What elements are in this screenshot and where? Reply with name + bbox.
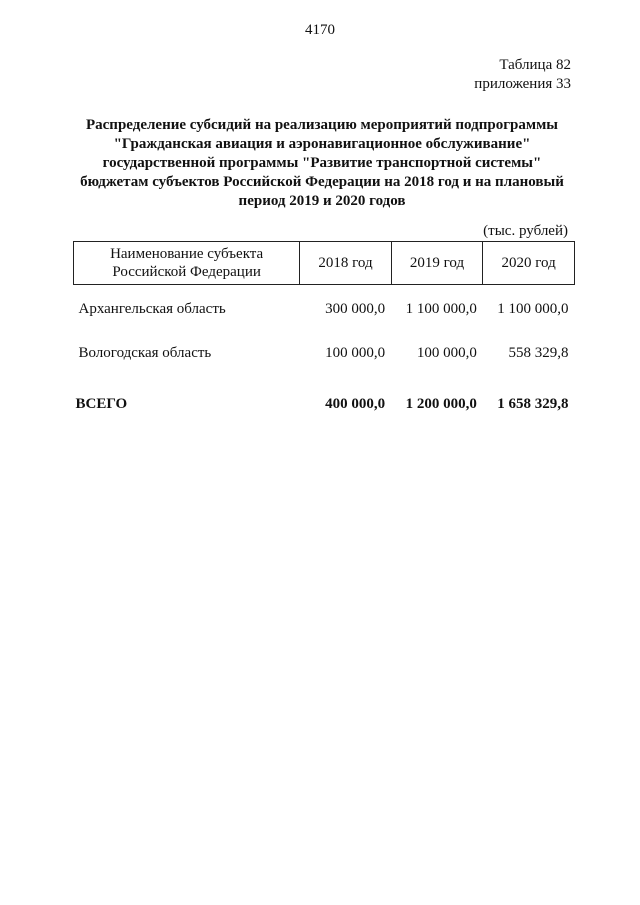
header-region-line1: Наименование субъекта <box>110 246 264 262</box>
header-2018: 2018 год <box>300 242 391 285</box>
title-line: государственной программы "Развитие транспортной системы" <box>102 155 542 171</box>
appendix-number: приложения 33 <box>474 76 571 92</box>
total-2019: 1 200 000,0 <box>405 396 477 412</box>
total-2018: 400 000,0 <box>325 396 386 412</box>
header-region-line2: Российской Федерации <box>112 264 261 280</box>
region-name: Архангельская область <box>78 301 226 317</box>
header-2019: 2019 год <box>391 242 483 285</box>
table-row <box>74 332 575 376</box>
region-name: Вологодская область <box>78 345 212 361</box>
document-title <box>60 116 584 211</box>
value-2018: 300 000,0 <box>325 301 386 317</box>
header-2020: 2020 год <box>483 242 575 285</box>
subsidy-table <box>73 241 575 413</box>
total-label: ВСЕГО <box>75 396 128 412</box>
title-line: период 2019 и 2020 годов <box>238 193 406 209</box>
table-reference <box>474 56 571 94</box>
title-line: Распределение субсидий на реализацию мероприятий подпрограммы <box>85 117 559 133</box>
table-row <box>74 285 575 333</box>
total-2020: 1 658 329,8 <box>497 396 569 412</box>
title-line: "Гражданская авиация и аэронавигационное обслуживание" <box>113 136 531 152</box>
title-line: бюджетам субъектов Российской Федерации на 2018 год и на плановый <box>80 174 564 190</box>
total-row <box>74 376 575 413</box>
value-2019: 1 100 000,0 <box>405 301 477 317</box>
header-region-name <box>74 242 300 285</box>
units-label: (тыс. рублей) <box>483 223 568 239</box>
value-2020: 558 329,8 <box>508 345 569 361</box>
table-number: Таблица 82 <box>499 57 571 73</box>
value-2020: 1 100 000,0 <box>497 301 569 317</box>
value-2018: 100 000,0 <box>325 345 386 361</box>
table-header-row <box>74 242 575 285</box>
value-2019: 100 000,0 <box>416 345 477 361</box>
page-number: 4170 <box>305 22 335 38</box>
